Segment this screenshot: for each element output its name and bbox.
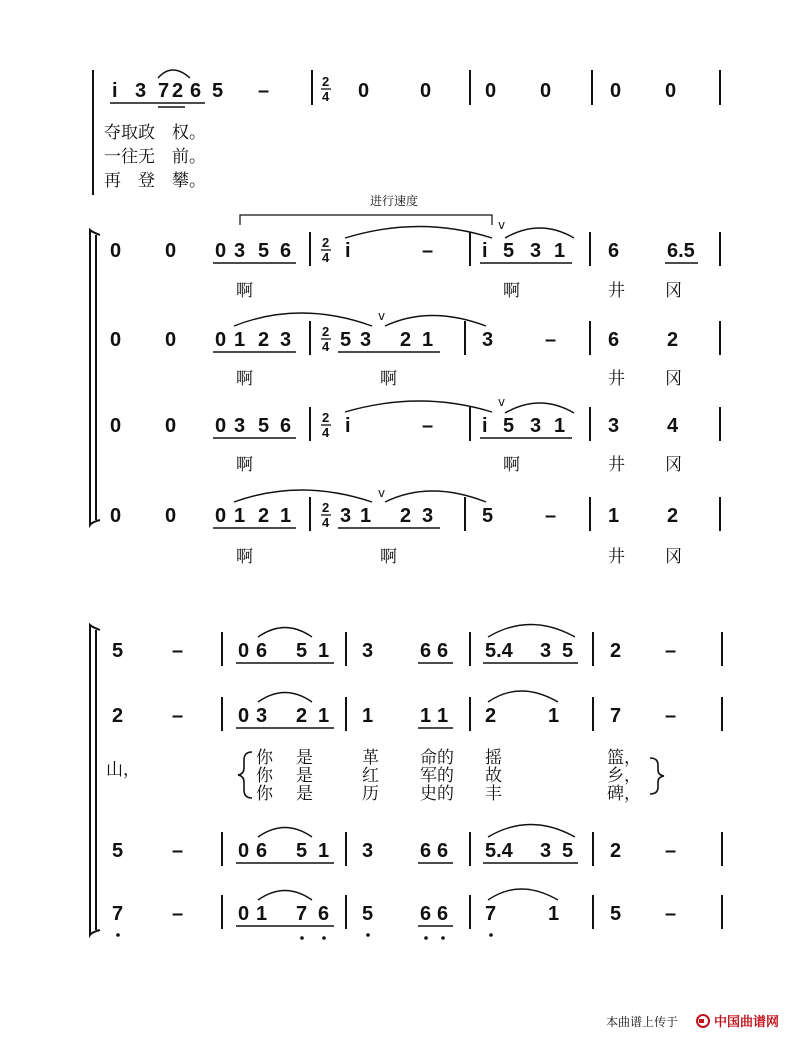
note: 6 [437,903,449,925]
note: 0 [165,415,177,437]
note: 3 [360,329,372,351]
lyric: 啊 [503,281,520,301]
breath-mark: v [498,395,506,409]
lyric: 军的 [420,766,454,786]
note: – [545,329,557,351]
note: 3 [135,80,147,102]
note: 2 [667,329,679,351]
note: 0 [165,240,177,262]
time-signature-top: 2 [322,74,330,89]
note: 3 [234,240,246,262]
note: 3 [234,415,246,437]
note: 5 [296,640,308,662]
lyric: 碑， [607,784,641,804]
slur [234,313,372,326]
note: 3 [540,840,552,862]
note: 0 [165,329,177,351]
note: 7 [112,903,124,925]
note: 1 [422,329,434,351]
lyric: 你 [256,784,273,804]
lyric: 你 [256,766,273,786]
note: 0 [110,415,122,437]
note: – [665,640,677,662]
note: 3 [340,505,352,527]
note: 3 [280,329,292,351]
slur [488,889,558,900]
note: 5 [212,80,224,102]
note: 3 [482,329,494,351]
note: – [172,903,184,925]
voice-2 [110,309,720,389]
tempo-bracket [240,215,492,225]
voice-1 [112,625,722,667]
note: 1 [548,705,560,727]
note: 1 [362,705,374,727]
lyric: 啊 [503,455,520,475]
lyric: 历 [362,784,379,804]
note: 1 [608,505,620,527]
slur [258,628,312,638]
lyric: 史的 [420,784,454,804]
note: – [665,840,677,862]
slur [258,891,312,901]
lyric: 冈 [665,281,682,301]
lyric: 你 [256,748,273,768]
note: 5 [296,840,308,862]
slur [385,491,486,502]
note: 3 [422,505,434,527]
note: – [422,415,434,437]
slur [505,403,574,413]
lyric: 故 [485,766,502,786]
lyric-line: 再 登 攀。 [104,171,206,191]
note: 0 [238,903,250,925]
note: – [258,80,270,102]
note: 1 [548,903,560,925]
lyric: 啊 [380,547,397,567]
system-1 [93,70,720,195]
note: 2 [258,505,270,527]
note: 1 [256,903,268,925]
lower-octave-dot [424,936,428,940]
note: i [345,240,351,262]
lyric: 啊 [236,547,253,567]
note: 0 [610,80,622,102]
note: 0 [238,705,250,727]
note: 1 [318,840,330,862]
slur [158,70,190,78]
note: 1 [318,640,330,662]
breath-mark: v [378,486,386,500]
lyric: 篮， [607,748,641,768]
note: 6 [256,640,268,662]
note: 4 [667,415,679,437]
lower-octave-dot [489,933,493,937]
note: 1 [420,705,432,727]
note: 7 [485,903,497,925]
note: 2 [610,840,622,862]
lower-octave-dot [441,936,445,940]
voice-4 [110,486,720,567]
note: 5 [562,840,574,862]
time-signature-top: 2 [322,500,330,515]
note: 0 [238,640,250,662]
lyric: 是 [296,766,313,786]
note: 0 [110,240,122,262]
lyric: 摇 [485,748,502,768]
time-signature-bottom: 4 [322,89,330,104]
slur [488,825,575,838]
note: 6 [608,329,620,351]
lower-octave-dot [366,933,370,937]
breath-mark: v [498,218,506,232]
voice-1 [110,218,720,301]
lyric: 丰 [485,784,502,804]
note: 2 [400,505,412,527]
note: 1 [360,505,372,527]
note: 7 [610,705,622,727]
note: 5 [482,505,494,527]
note: 5 [362,903,374,925]
note: 6 [256,840,268,862]
site-name[interactable]: 中国曲谱网 [714,1015,780,1030]
note: 6 [190,80,202,102]
time-signature-bottom: 4 [322,250,330,265]
note: i [482,415,488,437]
note: – [665,705,677,727]
note: 6 [608,240,620,262]
slur [385,316,486,327]
voice-3 [110,395,720,475]
note: 7 [158,80,170,102]
note: 1 [554,415,566,437]
lyric: 啊 [380,369,397,389]
note: 1 [318,705,330,727]
lyric: 革 [362,748,379,768]
lyric: 是 [296,784,313,804]
note: 5 [562,640,574,662]
note: 0 [420,80,432,102]
site-logo-icon [697,1015,709,1027]
lyric: 冈 [665,369,682,389]
upload-text: 本曲谱上传于 [606,1015,679,1029]
lyric: 井 [608,547,625,567]
note: 3 [530,240,542,262]
note: – [172,705,184,727]
note: 5 [258,240,270,262]
note: 6 [420,903,432,925]
note: 3 [362,840,374,862]
lyric: 山， [106,760,140,780]
lower-octave-dot [322,936,326,940]
note: 1 [280,505,292,527]
verse-lyrics [106,748,664,804]
note: 0 [358,80,370,102]
note: 5 [503,240,515,262]
note: 0 [215,329,227,351]
note: 0 [110,505,122,527]
note: 3 [530,415,542,437]
note: 7 [296,903,308,925]
note: 2 [667,505,679,527]
note: 0 [165,505,177,527]
note: – [172,640,184,662]
note: 3 [608,415,620,437]
note: – [545,505,557,527]
note: i [345,415,351,437]
lyric: 井 [608,369,625,389]
slur [488,625,575,638]
left-brace [238,752,252,798]
slur [258,828,312,838]
slur [234,490,372,502]
lyric: 井 [608,455,625,475]
note: 0 [215,505,227,527]
lower-octave-dot [116,933,120,937]
slur [258,693,312,703]
note: 2 [112,705,124,727]
note: 2 [296,705,308,727]
lyric: 啊 [236,281,253,301]
note: 5 [503,415,515,437]
voice-3 [112,825,722,867]
time-signature-top: 2 [322,235,330,250]
lyric: 冈 [665,455,682,475]
note: 0 [215,240,227,262]
lyric: 啊 [236,369,253,389]
note: 6 [420,840,432,862]
note: 1 [234,505,246,527]
note: – [665,903,677,925]
note: i [112,80,118,102]
note: 5 [610,903,622,925]
note: 1 [234,329,246,351]
time-signature-top: 2 [322,324,330,339]
note: 2 [258,329,270,351]
note: 6 [280,240,292,262]
note: 6 [280,415,292,437]
note: 1 [554,240,566,262]
note: 6 [437,840,449,862]
note: – [172,840,184,862]
note: i [482,240,488,262]
lyric-line: 一往无 前。 [104,147,206,167]
note: 1 [437,705,449,727]
system-2 [90,193,720,567]
note: 0 [540,80,552,102]
lyric: 红 [362,766,379,786]
note: 6.5 [667,240,695,262]
note: 2 [485,705,497,727]
breath-mark: v [378,309,386,323]
note: 5 [258,415,270,437]
right-brace [650,758,664,794]
note: 2 [172,80,184,102]
tempo-marking: 进行速度 [370,194,419,208]
slur [488,691,558,702]
lower-octave-dot [300,936,304,940]
note: – [422,240,434,262]
voice-2 [112,691,722,731]
note: 0 [485,80,497,102]
note: 2 [400,329,412,351]
time-signature-bottom: 4 [322,515,330,530]
note: 5 [112,640,124,662]
time-signature-top: 2 [322,410,330,425]
note: 5.4 [485,640,513,662]
system-3 [90,625,722,940]
note: 5.4 [485,840,513,862]
lyric-line: 夺取政 权。 [104,123,206,143]
note: 0 [110,329,122,351]
note: 0 [665,80,677,102]
note: 0 [215,415,227,437]
note: 3 [256,705,268,727]
lyric: 啊 [236,455,253,475]
note: 3 [362,640,374,662]
note: 6 [318,903,330,925]
note: 6 [437,640,449,662]
time-signature-bottom: 4 [322,425,330,440]
note: 0 [238,840,250,862]
note: 3 [540,640,552,662]
lyric: 乡， [607,766,641,786]
time-signature-bottom: 4 [322,339,330,354]
voice-4 [112,889,722,940]
note: 5 [112,840,124,862]
note: 5 [340,329,352,351]
slur [505,228,574,238]
footer [606,1014,779,1030]
lyric: 命的 [420,748,454,768]
note: 2 [610,640,622,662]
lyric: 是 [296,748,313,768]
note: 6 [420,640,432,662]
lyric: 井 [608,281,625,301]
lyric: 冈 [665,547,682,567]
